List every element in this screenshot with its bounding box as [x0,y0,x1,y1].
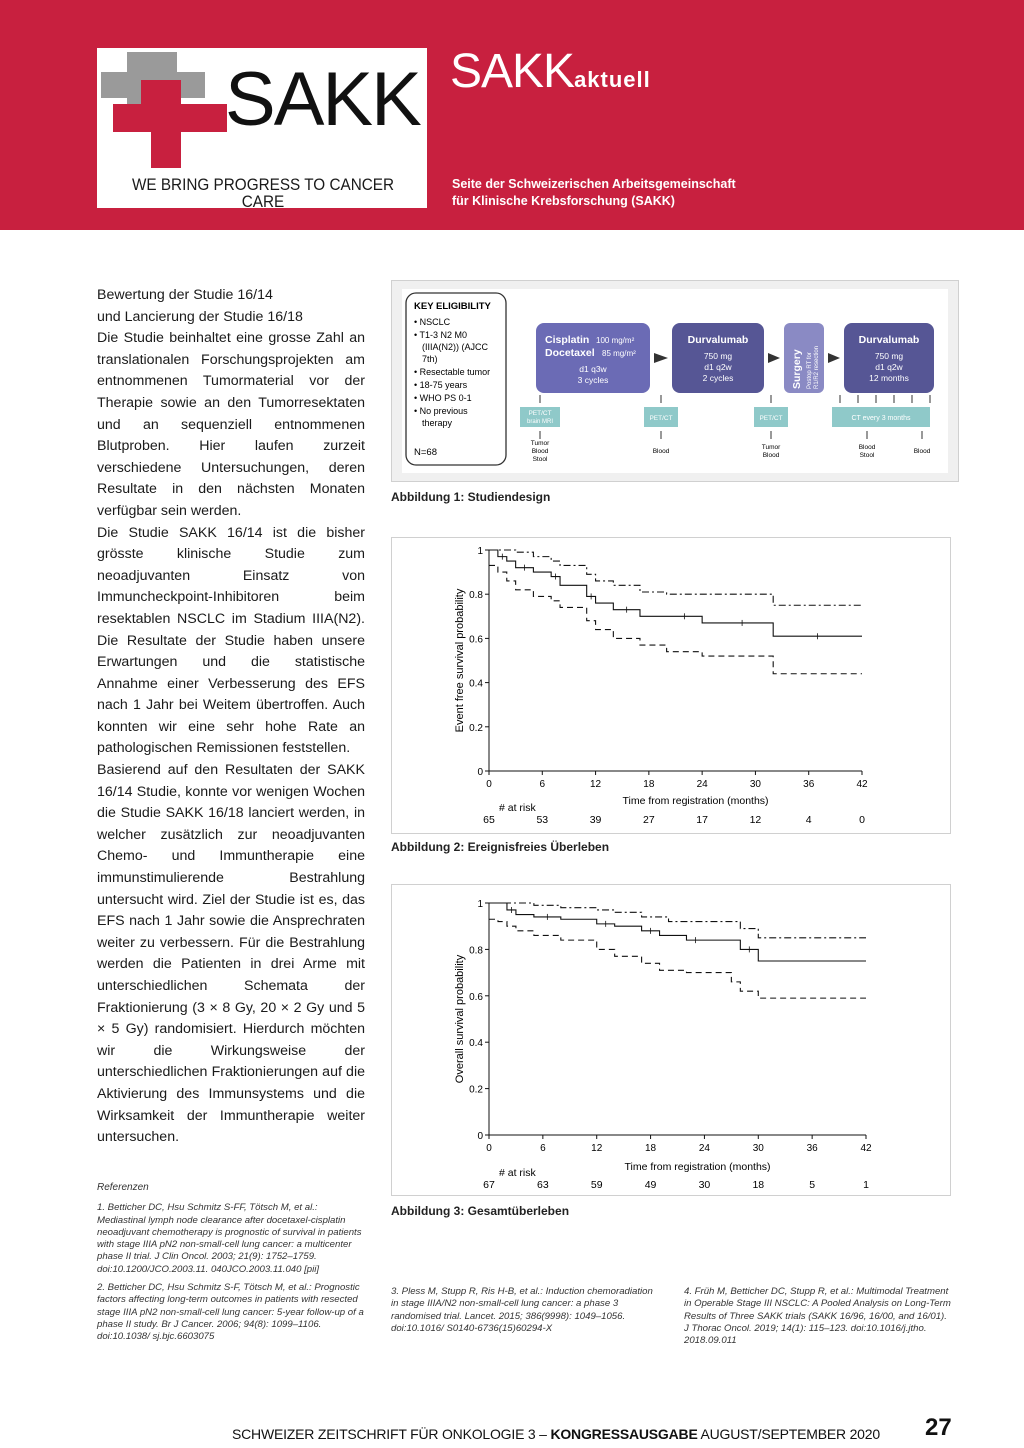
y-tick-label: 0.4 [469,1038,483,1050]
durva1-line: 2 cycles [702,373,734,383]
at-risk-count: 30 [698,1179,711,1191]
chemo-drug1: Cisplatin [545,334,590,346]
x-tick-label: 18 [645,1143,657,1154]
page-number: 27 [925,1414,952,1441]
x-tick-label: 36 [806,1143,818,1154]
at-risk-count: 65 [483,814,495,826]
logo-word: SAKK [225,57,420,142]
y-tick-label: 1 [477,899,483,910]
header-subtitle [452,176,736,210]
references-left [97,1182,365,1350]
eligibility-item: • WHO PS 0-1 [414,393,472,403]
km-curve-solid [489,903,866,961]
eligibility-item: • NSCLC [414,317,451,327]
sakk-logo [97,48,427,211]
x-tick-label: 24 [698,1143,710,1154]
ct-label: CT every 3 months [851,415,911,422]
sample-label: Stool [532,456,548,463]
sample-label: Tumor [530,440,550,447]
footer-date: AUGUST/SEPTEMBER 2020 [697,1426,880,1442]
references-middle [391,1286,659,1341]
reference-item: 4. Früh M, Betticher DC, Stupp R, et al.: Multimodal Treatment in Operable Stage III NSCLC: A Pooled Analysis on Long-Term Results of Three SAKK trials (SAKK 16/96, 16/00, and 16/01). J Thorac Oncol. 2019; 14(1): 115–123. doi:10.1016/j.jtho. 2018.09.011 [684,1286,951,1347]
durva1-line: 750 mg [703,351,733,361]
page-title [450,45,651,98]
chemo-sched1: d1 q3w [579,364,607,374]
x-tick-label: 42 [860,1143,872,1154]
eligibility-item: • T1-3 N2 M0 [414,330,468,340]
x-tick-label: 0 [486,779,492,790]
sample-label: Blood [858,444,876,451]
y-tick-label: 0.2 [469,722,483,734]
y-tick-label: 0.2 [469,1084,483,1096]
at-risk-count: 0 [859,814,865,826]
footer-journal: SCHWEIZER ZEITSCHRIFT FÜR ONKOLOGIE 3 – [232,1426,551,1442]
eligibility-item: • Resectable tumor [414,367,491,377]
x-tick-label: 6 [539,779,546,790]
sample-label: Blood [531,448,549,455]
at-risk-label: # at risk [499,1167,536,1179]
footer-issue: KONGRESSAUSGABE [550,1426,698,1442]
sample-label: Tumor [761,444,781,451]
y-tick-label: 0.4 [469,678,483,690]
x-tick-label: 18 [643,779,655,790]
eligibility-item: therapy [422,418,453,428]
at-risk-count: 1 [863,1179,869,1191]
logo-tagline: WE BRING PROGRESS TO CANCER CARE [131,175,395,211]
at-risk-count: 59 [590,1179,603,1191]
at-risk-count: 12 [749,814,762,826]
article-paragraph: Die Studie beinhaltet eine grosse Zahl an translationalen Forschungsprojekten am entnommenen Tumormaterial vor der Therapie sowie an den Tumorresektaten und an sequenziell entnommenen Blutproben. Hier laufen zurzeit verschiedene Untersuchungen, deren Resultate in den nächsten Monaten verfügbar sein werden. [97,330,365,519]
at-risk-label: # at risk [499,802,536,814]
y-tick-label: 0.6 [469,991,483,1003]
eligibility-title: KEY ELIGIBILITY [414,301,491,312]
sample-label: Blood [652,448,670,455]
km-curve-dash-dot [489,550,862,605]
article-paragraph: Die Studie SAKK 16/14 ist die bisher grösste klinische Studie zum neoadjuvanten Einsatz von Immuncheckpoint-Inhibitoren beim resektablen NSCLC im Stadium IIIA(N2). Die Resultate der Studie haben unsere Erwartungen und die statistische Annahme einer Verbesserung des EFS nach 1 Jahr bei Weitem übertroffen. Auch konnten wir eine sehr hohe Rate an pathologischen Remissionen feststellen. [97,524,365,757]
at-risk-count: 17 [696,814,708,826]
x-tick-label: 42 [856,779,868,790]
subtitle-line2: für Klinische Krebsforschung (SAKK) [452,194,675,208]
y-tick-label: 0.8 [469,590,483,602]
y-tick-label: 0.8 [469,945,483,957]
at-risk-count: 18 [752,1179,765,1191]
km-curve-solid [489,550,862,636]
chemo-sched2: 3 cycles [577,375,609,385]
figure1-caption: Abbildung 1: Studiendesign [391,490,551,504]
x-tick-label: 30 [749,779,761,790]
references-title: Referenzen [97,1182,149,1193]
eligibility-item: • 18-75 years [414,380,468,390]
eligibility-item: 7th) [422,354,438,364]
x-tick-label: 0 [486,1143,492,1154]
y-tick-label: 0 [477,767,483,778]
surgery-note: R1/R2 resection [814,345,820,389]
chemo-dose1: 100 mg/m² [596,336,635,345]
durva2-line: 750 mg [874,351,904,361]
figure2-caption: Abbildung 2: Ereignisfreies Überleben [391,840,610,854]
durva2-title: Durvalumab [858,334,920,346]
x-tick-label: 36 [803,779,815,790]
durva2-line: 12 months [869,373,909,383]
y-tick-label: 1 [477,546,483,557]
references-right [684,1286,952,1353]
durva1-title: Durvalumab [687,334,749,346]
durva2-line: d1 q2w [875,362,903,372]
km-curve-dash-dot [489,903,866,938]
study-design-diagram [392,281,958,481]
title-main: SAKK [450,45,575,98]
chemo-dose2: 85 mg/m² [602,349,636,358]
reference-item: 1. Betticher DC, Hsu Schmitz S-FF, Tötsch M, et al.: Mediastinal lymph node clearance after docetaxel-cisplatin neoadjuvant chemotherapy is prognostic of survival in patients with stage IIIA pN2 non-small-cell lung cancer: a multicenter phase II trial. J Clin Oncol. 2003; 21(9): 1752–1759. doi:10.1200/JCO.2003.11. 040JCO.2003.11.040 [pii] [97,1202,362,1275]
at-risk-count: 49 [644,1179,657,1191]
patient-count: N=68 [414,447,437,458]
x-axis-label: Time from registration (months) [624,1161,771,1173]
x-axis-label: Time from registration (months) [622,795,769,807]
study-design-figure [391,280,959,482]
at-risk-count: 63 [537,1179,549,1191]
sample-label: Blood [913,448,931,455]
journal-footer [232,1426,880,1442]
km-curve-dashed [489,919,866,998]
article-heading-line2: und Lancierung der Studie 16/18 [97,308,303,325]
pet-label: PET/CT [528,410,552,417]
km-curve-dashed [489,565,862,673]
y-tick-label: 0.6 [469,634,483,646]
at-risk-count: 53 [536,814,549,826]
at-risk-count: 5 [809,1179,816,1191]
at-risk-count: 27 [643,814,655,826]
pet-label: brain MRI [526,419,554,425]
cross-logo-icon [99,50,229,170]
figure3-caption: Abbildung 3: Gesamtüberleben [391,1204,570,1218]
surgery-label: Surgery [791,349,803,389]
pet-label: PET/CT [649,415,673,422]
y-axis-label: Event free survival probability [454,588,466,733]
x-tick-label: 12 [591,1143,603,1154]
pet-label: PET/CT [759,415,783,422]
sample-label: Blood [762,452,780,459]
surgery-note: Postop RT for [807,352,813,389]
eligibility-item: (IIIA(N2)) (AJCC [422,342,488,352]
sample-label: Stool [859,452,875,459]
chemo-drug2: Docetaxel [545,347,595,359]
os-chart-box [391,884,951,1196]
page-header [0,0,1024,230]
x-tick-label: 6 [540,1143,546,1154]
article-paragraph: Basierend auf den Resultaten der SAKK 16/14 Studie, konnte vor wenigen Wochen die Studie SAKK 16/18 lanciert werden, in welcher zusätzlich zur neoadjuvanten Chemo- und Immuntherapie eine immunstimulierende Bestrahlung untersucht wird. Ziel der Studie ist es, das EFS nach 1 Jahr sowie die Ansprechraten weiter zu verbessern. Für die Bestrahlung werden die Patienten in drei Arme mit unterschiedlichen Schemata der Fraktionierung (3 × 8 Gy, 20 × 2 Gy und 5 × 5 Gy) randomisiert. Hierdurch möchten wir die Wirkungsweise der unterschiedlichen Fraktionierungen auf die Aktivierung des Immunsystems und die Wirksamkeit der Immuntherapie weiter untersuchen. [97,762,365,1146]
y-axis-label: Overall survival probability [454,954,466,1084]
reference-item: 3. Pless M, Stupp R, Ris H-B, et al.: Induction chemoradiation in stage IIIA/N2 non-small-cell lung cancer: a phase 3 randomised trial. Lancet. 2015; 386(9998): 1049–1056. doi:10.1016/ S0140-6736(15)60294-X [391,1286,653,1334]
at-risk-count: 39 [589,814,602,826]
y-tick-label: 0 [477,1131,483,1142]
x-tick-label: 24 [696,779,708,790]
efs-chart [392,538,950,833]
at-risk-count: 67 [483,1179,495,1191]
x-tick-label: 30 [752,1143,764,1154]
at-risk-count: 4 [805,814,812,826]
subtitle-line1: Seite der Schweizerischen Arbeitsgemeinschaft [452,177,736,191]
os-chart [392,885,950,1195]
article-heading-line1: Bewertung der Studie 16/14 [97,287,273,303]
durva1-line: d1 q2w [704,362,732,372]
title-suffix: aktuell [574,67,651,92]
reference-item: 2. Betticher DC, Hsu Schmitz S-F, Tötsch M, et al.: Prognostic factors affecting long-term outcomes in patients with resected stage IIIA pN2 non-small-cell lung cancer: 5-year follow-up of a phase II study. Br J Cancer. 2006; 94(8): 1099–1106. doi:10.1038/ sj.bjc.6603075 [97,1282,364,1343]
article-body [97,285,365,1149]
x-tick-label: 12 [590,779,602,790]
eligibility-item: • No previous [414,406,468,416]
efs-chart-box [391,537,951,834]
